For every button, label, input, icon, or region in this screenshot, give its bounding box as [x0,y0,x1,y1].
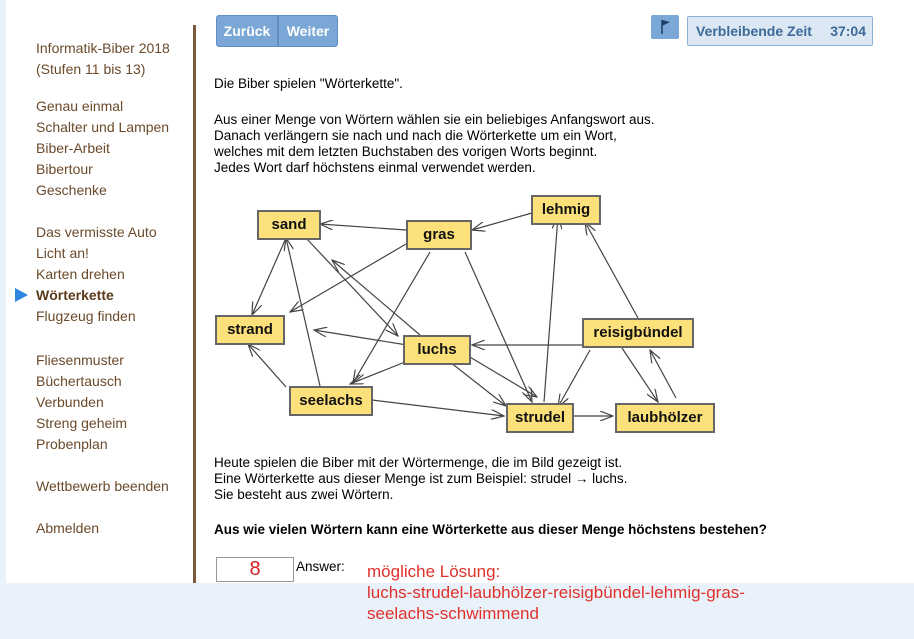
nav-item-buechertausch[interactable]: Büchertausch [36,373,122,389]
node-gras: gras [406,220,472,250]
node-strudel: strudel [506,403,574,433]
edge-laubhoelzer-reisigbuendel [650,350,676,398]
task-rules [214,112,655,176]
edge-seelachs-strudel [372,400,504,416]
back-button[interactable]: Zurück [216,15,278,47]
edge-reisigbuendel-laubhoelzer [622,348,658,402]
contest-title-line2: (Stufen 11 bis 13) [36,61,146,77]
timer-value: 37:04 [830,23,866,39]
node-sand: sand [257,210,321,240]
node-lehmig: lehmig [531,195,601,225]
edge-luchs-sand-2 [332,260,420,335]
task-rule-line: Aus einer Menge von Wörtern wählen sie ein beliebiges Anfangswort aus. [214,112,655,127]
contest-title-line1: Informatik-Biber 2018 [36,40,170,56]
solution-line: seelachs-schwimmend [367,604,539,623]
edge-lehmig-gras [472,213,532,230]
nav-item-genau-einmal[interactable]: Genau einmal [36,98,124,114]
edge-reisigbuendel-strudel [558,350,590,407]
nav-item-verbunden[interactable]: Verbunden [36,394,104,410]
nav-item-schalter-und-lampen[interactable]: Schalter und Lampen [36,119,170,135]
current-task-arrow-icon [15,288,28,302]
end-contest-link[interactable]: Wettbewerb beenden [36,478,169,494]
edge-reisigbuendel-lehmig [585,222,638,318]
answer-input[interactable]: 8 [216,557,294,582]
nav-item-licht-an[interactable]: Licht an! [36,245,89,261]
nav-item-geschenke[interactable]: Geschenke [36,182,107,198]
edge-sand-luchs [306,238,398,336]
nav-item-probenplan[interactable]: Probenplan [36,436,108,452]
node-luchs: luchs [403,335,471,365]
nav-item-woerterkette[interactable]: Wörterkette [36,287,114,303]
nav-item-streng-geheim[interactable]: Streng geheim [36,415,128,431]
task-after-text [214,455,627,503]
edge-seelachs-strand [248,344,286,387]
task-after-line: Heute spielen die Biber mit der Wörtermenge, die im Bild gezeigt ist. [214,455,623,470]
solution-annotation [367,561,745,624]
task-rule-line: Danach verlängern sie nach und nach die Wörterkette um ein Wort, [214,128,617,143]
nav-item-bibertour[interactable]: Bibertour [36,161,93,177]
task-after-line: Sie besteht aus zwei Wörtern. [214,487,394,502]
nav-group-2 [36,222,157,327]
edge-sand-strand [252,238,286,315]
edge-luchs-strudel [450,362,506,406]
edge-strudel-lehmig [544,216,558,402]
task-question: Aus wie vielen Wörtern kann eine Wörterkette aus dieser Menge höchstens bestehen? [214,522,767,537]
word-graph [210,190,730,440]
logout-link[interactable]: Abmelden [36,520,100,536]
nav-item-fliesenmuster[interactable]: Fliesenmuster [36,352,124,368]
sidebar-divider [193,25,196,583]
task-intro: Die Biber spielen "Wörterkette". [214,76,403,91]
node-laubhoelzer: laubhölzer [615,403,715,433]
flag-button[interactable] [651,15,679,39]
nav-logout [36,518,99,539]
node-seelachs: seelachs [289,386,373,416]
task-rule-line: Jedes Wort darf höchstens einmal verwendet werden. [214,160,536,175]
timer-label: Verbleibende Zeit [696,23,812,39]
nav-item-das-vermisste-auto[interactable]: Das vermisste Auto [36,224,157,240]
task-rule-line: welches mit dem letzten Buchstaben des vorigen Worts beginnt. [214,144,598,159]
node-reisigbuendel: reisigbündel [582,318,694,348]
solution-line: luchs-strudel-laubhölzer-reisigbündel-lehmig-gras- [367,583,745,602]
edge-gras-sand [320,224,406,230]
contest-title [36,38,170,80]
nav-group-1 [36,96,169,201]
next-button[interactable]: Weiter [278,15,338,47]
answer-label: Answer: [296,559,345,574]
solution-line: mögliche Lösung: [367,562,501,581]
nav-group-3 [36,350,127,455]
remaining-time-display [687,16,873,46]
edge-luchs-strand [314,330,407,345]
nav-item-biber-arbeit[interactable]: Biber-Arbeit [36,140,110,156]
nav-item-karten-drehen[interactable]: Karten drehen [36,266,125,282]
task-after-line: Eine Wörterkette aus dieser Menge ist zum Beispiel: strudel → luchs. [214,471,628,486]
node-strand: strand [215,315,285,345]
edge-gras-strand [290,244,406,312]
nav-item-flugzeug-finden[interactable]: Flugzeug finden [36,308,136,324]
flag-icon [651,15,679,39]
nav-end [36,476,169,497]
edge-gras-strudel [465,252,532,402]
